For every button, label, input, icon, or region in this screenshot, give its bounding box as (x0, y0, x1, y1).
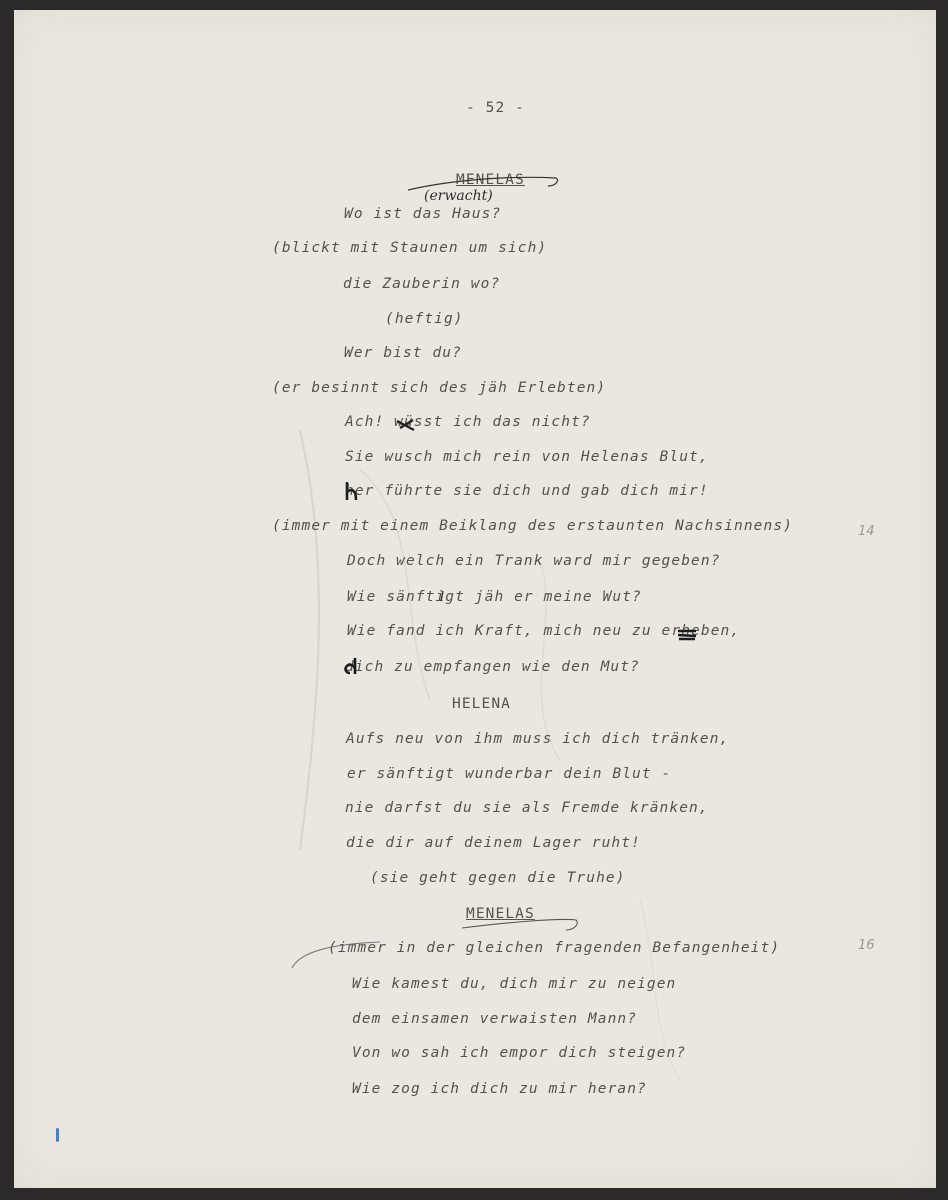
dialogue-line: die dir auf deinem Lager ruht! (346, 835, 641, 851)
dialogue-line: nie darfst du sie als Fremde kränken, (345, 800, 709, 816)
pen-capital-h-correction (347, 482, 356, 500)
dialogue-line: er sänftigt wunderbar dein Blut - (347, 766, 672, 782)
margin-count-left: 14 (858, 524, 875, 539)
margin-count-right: 16 (858, 938, 875, 953)
pen-flourish-menelas (408, 177, 558, 190)
pen-overstrike-wuesst (397, 420, 414, 430)
dialogue-line: die Zauberin wo? (343, 276, 501, 292)
stage-direction: (sie geht gegen die Truhe) (370, 870, 626, 886)
speaker-name-menelas: MENELAS (456, 172, 525, 188)
dialogue-line: dem einsamen verwaisten Mann? (352, 1011, 638, 1027)
dialogue-line: Aufs neu von ihm muss ich dich tränken, (346, 731, 730, 747)
pencil-bracket-stroke (292, 942, 380, 968)
dialogue-line: Ach! wüsst ich das nicht? (345, 414, 591, 430)
pen-flourish-menelas-2 (462, 919, 577, 930)
dialogue-line: Doch welch ein Trank ward mir gegeben? (347, 553, 721, 569)
pen-overstrike-erheben (678, 631, 696, 639)
stage-direction: (immer mit einem Beiklang des erstaunten Nachsinnens) (272, 518, 793, 534)
dialogue-line: dich zu empfangen wie den Mut? (345, 659, 640, 675)
stage-direction: (immer in der gleichen fragenden Befangenheit) (328, 940, 781, 956)
pen-tick-mark (441, 591, 443, 601)
speaker-name-menelas: MENELAS (466, 906, 535, 922)
dialogue-line: Wie zog ich dich zu mir heran? (352, 1081, 647, 1097)
dialogue-line: Wer bist du? (344, 345, 462, 361)
stage-direction: (er besinnt sich des jäh Erlebten) (272, 380, 607, 396)
dialogue-line: Wo ist das Haus? (344, 206, 502, 222)
dialogue-line: Sie wusch mich rein von Helenas Blut, (345, 449, 709, 465)
page-number: - 52 - (466, 100, 525, 116)
dialogue-line: Von wo sah ich empor dich steigen? (352, 1045, 687, 1061)
dialogue-line: Wie fand ich Kraft, mich neu zu erheben, (347, 623, 741, 639)
blue-ink-mark (56, 1128, 59, 1142)
dialogue-line: her führte sie dich und gab dich mir! (345, 483, 709, 499)
dialogue-line: Wie kamest du, dich mir zu neigen (352, 976, 677, 992)
handwritten-stage-note: (erwacht) (424, 188, 493, 204)
stage-direction: (blickt mit Staunen um sich) (272, 240, 548, 256)
dialogue-line: Wie sänftigt jäh er meine Wut? (347, 589, 642, 605)
pen-lowercase-d-correction (346, 658, 356, 674)
speaker-name-helena: HELENA (452, 696, 511, 712)
stage-direction: (heftig) (385, 311, 464, 327)
